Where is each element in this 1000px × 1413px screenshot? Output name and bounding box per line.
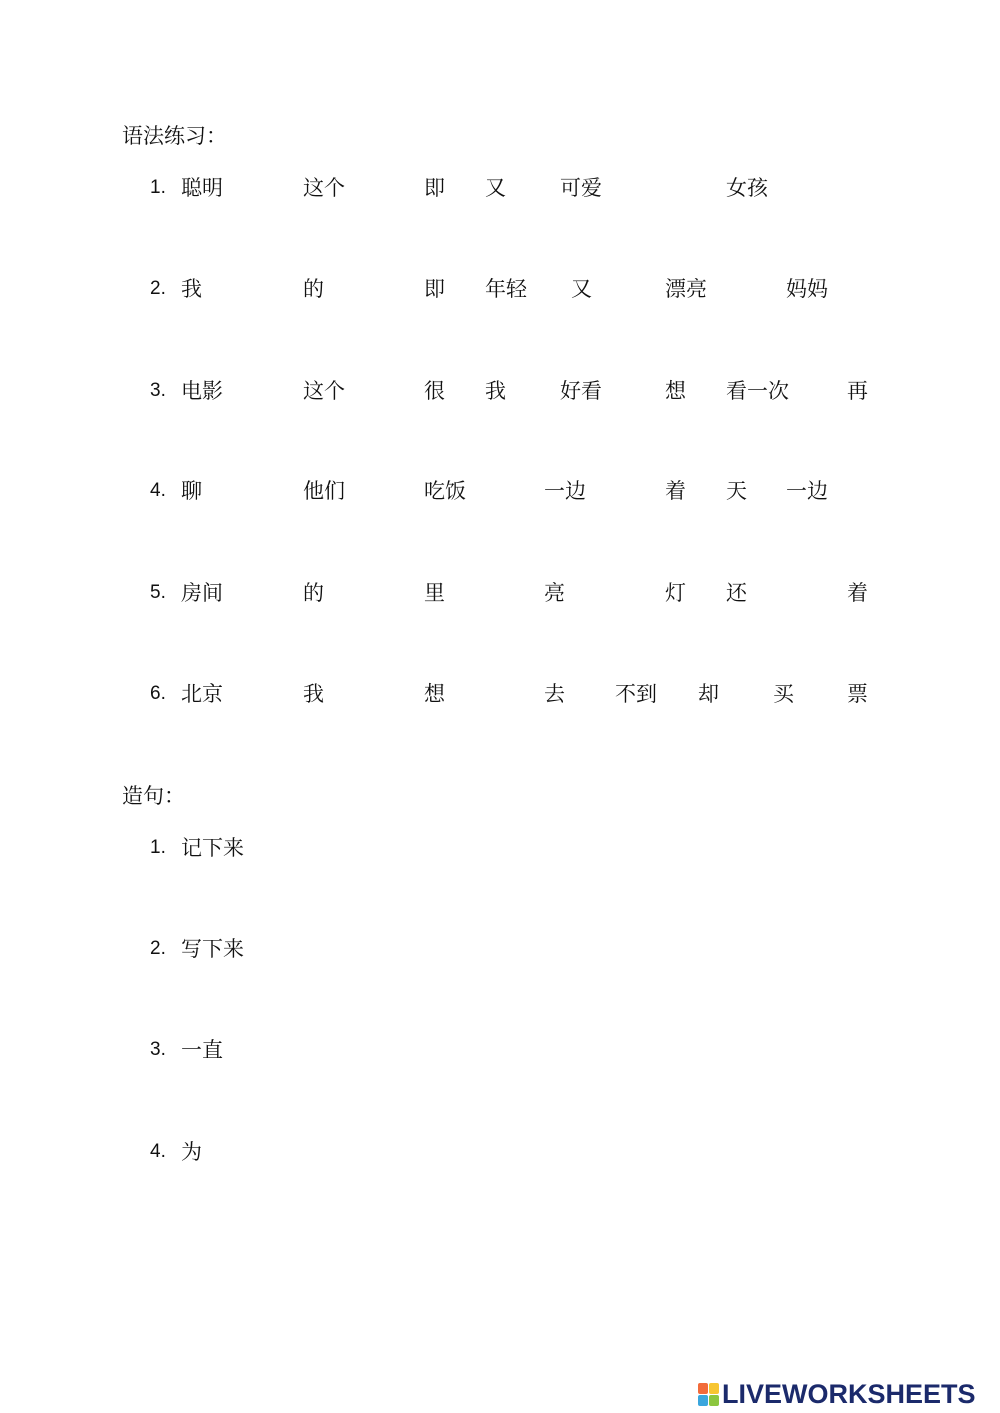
word-card[interactable]: 灯 — [665, 581, 686, 605]
word-card[interactable]: 我 — [303, 682, 324, 706]
logo-text: LIVEWORKSHEETS — [722, 1379, 976, 1409]
prompt-word: 记下来 — [181, 836, 244, 860]
word-card[interactable]: 很 — [424, 379, 445, 403]
word-card[interactable]: 房间 — [181, 581, 223, 605]
word-card[interactable]: 聊 — [181, 479, 202, 503]
word-card[interactable]: 这个 — [303, 379, 345, 403]
word-card[interactable]: 着 — [847, 581, 868, 605]
word-card[interactable]: 还 — [726, 581, 747, 605]
word-card[interactable]: 北京 — [181, 682, 223, 706]
word-card[interactable]: 又 — [571, 277, 592, 301]
logo-blocks-icon — [697, 1382, 719, 1406]
item-number: 5. — [150, 582, 166, 603]
item-number: 2. — [150, 938, 166, 959]
word-card[interactable]: 漂亮 — [665, 277, 707, 301]
word-card[interactable]: 买 — [773, 682, 794, 706]
grammar-section-title: 语法练习： — [122, 124, 227, 148]
word-card[interactable]: 即 — [424, 277, 445, 301]
word-card[interactable]: 票 — [847, 682, 868, 706]
word-card[interactable]: 我 — [485, 379, 506, 403]
word-card[interactable]: 这个 — [303, 176, 345, 200]
word-card[interactable]: 去 — [544, 682, 565, 706]
item-number: 4. — [150, 1141, 166, 1162]
prompt-word: 写下来 — [181, 937, 244, 961]
word-card[interactable]: 天 — [726, 479, 747, 503]
sentence-section-title: 造句： — [122, 784, 185, 808]
prompt-word: 一直 — [181, 1038, 223, 1062]
logo-block — [709, 1395, 719, 1406]
word-card[interactable]: 一边 — [786, 479, 828, 503]
word-card[interactable]: 看一次 — [726, 379, 789, 403]
word-card[interactable]: 又 — [485, 176, 506, 200]
item-number: 4. — [150, 480, 166, 501]
word-card[interactable]: 好看 — [560, 379, 602, 403]
word-card[interactable]: 年轻 — [485, 277, 527, 301]
word-card[interactable]: 里 — [424, 581, 445, 605]
item-number: 6. — [150, 683, 166, 704]
word-card[interactable]: 电影 — [181, 379, 223, 403]
word-card[interactable]: 一边 — [544, 479, 586, 503]
word-card[interactable]: 的 — [303, 277, 324, 301]
logo-block — [698, 1395, 708, 1406]
word-card[interactable]: 我 — [181, 277, 202, 301]
word-card[interactable]: 妈妈 — [786, 277, 828, 301]
item-number: 2. — [150, 278, 166, 299]
logo-block — [698, 1383, 708, 1394]
word-card[interactable]: 想 — [424, 682, 445, 706]
word-card[interactable]: 女孩 — [726, 176, 768, 200]
liveworksheets-logo — [697, 1379, 976, 1409]
word-card[interactable]: 却 — [698, 682, 719, 706]
item-number: 3. — [150, 380, 166, 401]
item-number: 1. — [150, 177, 166, 198]
word-card[interactable]: 吃饭 — [424, 479, 466, 503]
word-card[interactable]: 他们 — [303, 479, 345, 503]
word-card[interactable]: 亮 — [544, 581, 565, 605]
word-card[interactable]: 再 — [847, 379, 868, 403]
word-card[interactable]: 即 — [424, 176, 445, 200]
word-card[interactable]: 的 — [303, 581, 324, 605]
word-card[interactable]: 聪明 — [181, 176, 223, 200]
item-number: 3. — [150, 1039, 166, 1060]
word-card[interactable]: 着 — [665, 479, 686, 503]
word-card[interactable]: 想 — [665, 379, 686, 403]
word-card[interactable]: 可爱 — [560, 176, 602, 200]
word-card[interactable]: 不到 — [615, 682, 657, 706]
logo-block — [709, 1383, 719, 1394]
item-number: 1. — [150, 837, 166, 858]
prompt-word: 为 — [181, 1140, 202, 1164]
